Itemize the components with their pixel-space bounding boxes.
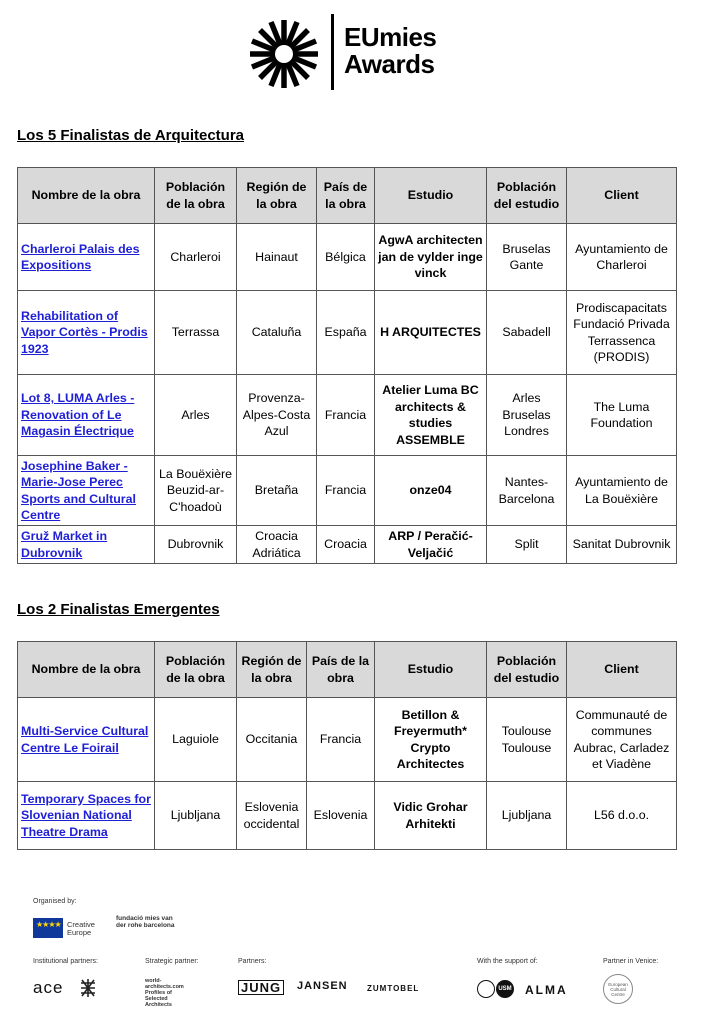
institutional-label: Institutional partners: <box>33 958 98 965</box>
circle-logo-icon <box>477 980 495 998</box>
project-link[interactable]: Rehabilitation of Vapor Cortès - Prodis 1923 <box>21 308 148 356</box>
table-header-row <box>18 168 677 224</box>
usm-logo: USM <box>496 980 514 998</box>
table-header-row <box>18 642 677 698</box>
col-header: Región de la obra <box>237 168 317 224</box>
cell-studio: Atelier Luma BC architects & studies ASSEMBLE <box>375 375 487 456</box>
partners-label: Partners: <box>238 958 267 965</box>
project-link[interactable]: Charleroi Palais des Expositions <box>21 241 140 272</box>
cell-studio-town: Toulouse Toulouse <box>487 698 567 782</box>
brand-line-2: Awards <box>344 49 435 79</box>
world-architects-logo: world-architects.com Profiles of Selected Architects <box>145 978 184 1008</box>
project-link[interactable]: Lot 8, LUMA Arles - Renovation of Le Magasin Électrique <box>21 391 135 439</box>
jansen-logo: JANSEN <box>297 980 348 992</box>
header-divider <box>331 14 334 90</box>
cell-client: Sanitat Dubrovnik <box>567 526 677 564</box>
cell-name <box>18 291 155 375</box>
col-header: Nombre de la obra <box>18 168 155 224</box>
cell-studio: AgwA architecten jan de vylder inge vinck <box>375 224 487 291</box>
project-link[interactable]: Multi-Service Cultural Centre Le Foirail <box>21 724 149 755</box>
col-header: Nombre de la obra <box>18 642 155 698</box>
col-header: Región de la obra <box>237 642 307 698</box>
section-title-emerging: Los 2 Finalistas Emergentes <box>17 601 220 618</box>
cell-town: Charleroi <box>155 224 237 291</box>
cell-studio: onze04 <box>375 456 487 526</box>
cell-client: The Luma Foundation <box>567 375 677 456</box>
cell-name <box>18 526 155 564</box>
header-logo <box>248 14 448 90</box>
cell-studio: H ARQUITECTES <box>375 291 487 375</box>
cell-country: Eslovenia <box>307 782 375 850</box>
cell-client: Communauté de communes Aubrac, Carladez et Viadène <box>567 698 677 782</box>
cell-region: Occitania <box>237 698 307 782</box>
cell-country: Bélgica <box>317 224 375 291</box>
table-row <box>18 456 677 526</box>
alma-logo: ALMA <box>525 983 568 997</box>
cell-client: Prodiscapacitats Fundació Privada Terrassenca (PRODIS) <box>567 291 677 375</box>
table-row <box>18 291 677 375</box>
cell-region: Eslovenia occidental <box>237 782 307 850</box>
organised-label: Organised by: <box>33 898 77 905</box>
cell-town: La Bouëxière Beuzid-ar-C'hoadoù <box>155 456 237 526</box>
col-header: Estudio <box>375 642 487 698</box>
cell-town: Dubrovnik <box>155 526 237 564</box>
institutional-logo-icon <box>78 978 98 998</box>
table-emerging <box>17 641 677 850</box>
col-header: País de la obra <box>317 168 375 224</box>
cell-country: Francia <box>317 456 375 526</box>
ace-logo: ace <box>33 978 64 997</box>
col-header: Client <box>567 168 677 224</box>
cell-studio-town: Split <box>487 526 567 564</box>
sponsors-footer <box>0 890 717 1024</box>
cell-client: Ayuntamiento de La Bouëxière <box>567 456 677 526</box>
fundacio-logo: fundació mies van der rohe barcelona <box>116 915 175 929</box>
zumtobel-logo: ZUMTOBEL <box>367 984 420 993</box>
col-header: Estudio <box>375 168 487 224</box>
cell-studio-town: Ljubljana <box>487 782 567 850</box>
project-link[interactable]: Josephine Baker - Marie-Jose Perec Sports and Cultural Centre <box>21 458 136 522</box>
table-row <box>18 375 677 456</box>
col-header: Client <box>567 642 677 698</box>
cell-region: Croacia Adriática <box>237 526 317 564</box>
jung-logo: JUNG <box>238 980 284 995</box>
cell-region: Cataluña <box>237 291 317 375</box>
table-row <box>18 782 677 850</box>
col-header: Población del estudio <box>487 642 567 698</box>
cell-studio-town: Bruselas Gante <box>487 224 567 291</box>
cell-country: Francia <box>317 375 375 456</box>
col-header: Población del estudio <box>487 168 567 224</box>
cell-name <box>18 375 155 456</box>
col-header: Población de la obra <box>155 168 237 224</box>
cell-client: L56 d.o.o. <box>567 782 677 850</box>
cell-studio: Vidic Grohar Arhitekti <box>375 782 487 850</box>
cell-studio-town: Arles Bruselas Londres <box>487 375 567 456</box>
col-header: País de la obra <box>307 642 375 698</box>
venice-label: Partner in Venice: <box>603 958 659 965</box>
cell-studio: Betillon & Freyermuth* Crypto Architectes <box>375 698 487 782</box>
cell-region: Bretaña <box>237 456 317 526</box>
cell-town: Terrassa <box>155 291 237 375</box>
cell-town: Arles <box>155 375 237 456</box>
col-header: Población de la obra <box>155 642 237 698</box>
cell-studio: ARP / Peračić-Veljačić <box>375 526 487 564</box>
project-link[interactable]: Temporary Spaces for Slovenian National Theatre Drama <box>21 791 151 839</box>
table-row <box>18 224 677 291</box>
european-cultural-centre-logo: European Cultural Centre <box>603 974 633 1004</box>
section-title-architecture: Los 5 Finalistas de Arquitectura <box>17 127 244 144</box>
table-row <box>18 526 677 564</box>
eu-flag-icon: ★★★★ <box>33 918 63 938</box>
project-link[interactable]: Gruž Market in Dubrovnik <box>21 529 108 560</box>
brand-line-1: EUmies <box>344 22 437 52</box>
cell-name <box>18 224 155 291</box>
cell-town: Ljubljana <box>155 782 237 850</box>
cell-country: Francia <box>307 698 375 782</box>
cell-studio-town: Sabadell <box>487 291 567 375</box>
creative-europe-logo: Creative Europe <box>67 920 95 937</box>
table-row <box>18 698 677 782</box>
cell-country: Croacia <box>317 526 375 564</box>
cell-name <box>18 456 155 526</box>
cell-name <box>18 698 155 782</box>
cell-studio-town: Nantes-Barcelona <box>487 456 567 526</box>
support-label: With the support of: <box>477 958 538 965</box>
table-architecture <box>17 167 677 564</box>
sunburst-star-icon <box>248 18 320 90</box>
cell-country: España <box>317 291 375 375</box>
cell-region: Hainaut <box>237 224 317 291</box>
cell-client: Ayuntamiento de Charleroi <box>567 224 677 291</box>
cell-region: Provenza-Alpes-Costa Azul <box>237 375 317 456</box>
cell-town: Laguiole <box>155 698 237 782</box>
strategic-label: Strategic partner: <box>145 958 199 965</box>
cell-name <box>18 782 155 850</box>
brand-name <box>344 24 436 78</box>
